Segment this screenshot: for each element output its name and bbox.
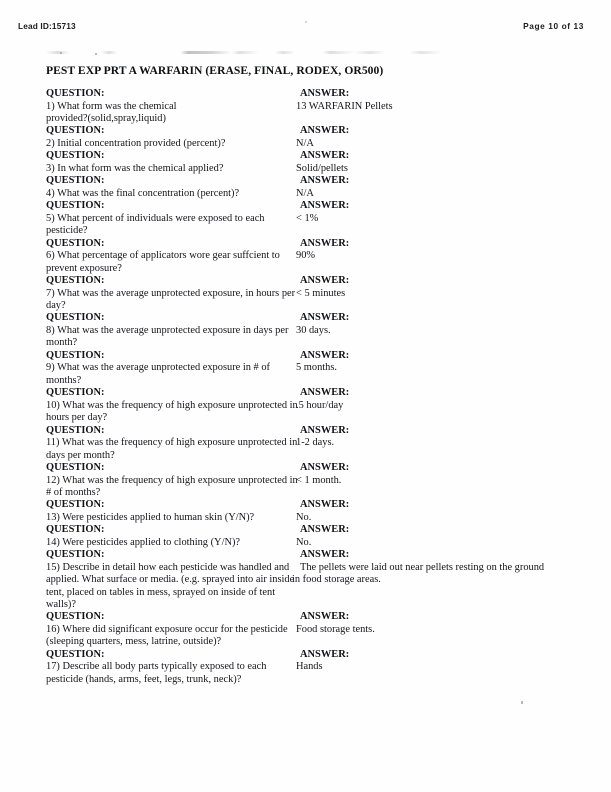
question-text-continued: hours per day? [46, 412, 108, 424]
question-answer-list [46, 88, 576, 686]
qa-text-line [46, 674, 576, 686]
qa-label-line [46, 524, 576, 537]
qa-text-line [46, 412, 576, 424]
qa-text-line [46, 574, 576, 586]
qa-text-line [46, 450, 576, 462]
qa-row [46, 549, 576, 611]
answer-label: ANSWER: [300, 499, 350, 511]
question-text: 17) Describe all body parts typically exposed to each [46, 661, 267, 673]
question-text: 14) Were pesticides applied to clothing (Y/N)? [46, 536, 241, 548]
qa-text-line [46, 624, 576, 636]
scan-speck [60, 52, 62, 54]
question-label: QUESTION: [46, 237, 105, 249]
answer-text: < 1 month. [296, 474, 342, 486]
qa-label-line [46, 175, 576, 188]
question-text: 5) What percent of individuals were exposed to each [46, 212, 265, 224]
qa-label-line [46, 312, 576, 325]
qa-label-line [46, 150, 576, 163]
qa-label-line [46, 425, 576, 438]
qa-row [46, 88, 576, 125]
qa-row [46, 350, 576, 387]
qa-label-line [46, 549, 576, 562]
qa-row [46, 425, 576, 462]
lead-id-text: Lead ID:15713 [18, 21, 76, 31]
question-label: QUESTION: [46, 524, 105, 536]
question-text: 16) Where did significant exposure occur for the pesticide [46, 624, 288, 636]
scan-speck [305, 21, 307, 23]
page-header [0, 21, 611, 37]
qa-text-line [46, 325, 576, 337]
question-label: QUESTION: [46, 424, 105, 436]
answer-label: ANSWER: [300, 349, 350, 361]
question-text-continued: walls)? [46, 599, 77, 611]
answer-text: N/A [296, 137, 314, 149]
question-label: QUESTION: [46, 150, 105, 162]
scan-speck [95, 53, 97, 55]
qa-label-line [46, 88, 576, 101]
qa-label-line [46, 387, 576, 400]
question-text-continued: provided?(solid,spray,liquid) [46, 112, 166, 124]
answer-label: ANSWER: [300, 312, 350, 324]
answer-text: < 1% [296, 212, 319, 224]
qa-text-line [46, 437, 576, 449]
qa-text-line [46, 512, 576, 524]
qa-text-line [46, 163, 576, 175]
question-text: 7) What was the average unprotected exposure, in hours per [46, 287, 296, 299]
qa-text-line [46, 599, 576, 611]
page-number-text: Page 10 of 13 [523, 21, 584, 31]
qa-text-line [46, 213, 576, 225]
qa-label-line [46, 462, 576, 475]
qa-row [46, 200, 576, 237]
answer-text: < 5 minutes [296, 287, 346, 299]
question-text: 8) What was the average unprotected exposure in days per [46, 325, 289, 337]
question-text: 12) What was the frequency of high exposure unprotected in [46, 474, 298, 486]
answer-text: Solid/pellets [296, 162, 348, 174]
question-label: QUESTION: [46, 387, 105, 399]
answer-text-continued: in food storage areas. [292, 574, 381, 586]
qa-text-line [46, 661, 576, 673]
question-text: 15) Describe in detail how each pesticide was handled and [46, 561, 290, 573]
answer-label: ANSWER: [300, 125, 350, 137]
qa-text-line [46, 101, 576, 113]
answer-text: 5 months. [296, 362, 337, 374]
qa-row [46, 649, 576, 686]
qa-row [46, 611, 576, 648]
qa-text-line [46, 113, 576, 125]
qa-row [46, 125, 576, 150]
qa-text-line [46, 288, 576, 300]
question-text-continued: # of months? [46, 486, 101, 498]
answer-label: ANSWER: [300, 524, 350, 536]
question-label: QUESTION: [46, 499, 105, 511]
question-text-continued: month? [46, 337, 78, 349]
answer-label: ANSWER: [300, 461, 350, 473]
answer-text: N/A [296, 187, 314, 199]
qa-text-line [46, 362, 576, 374]
answer-label: ANSWER: [300, 387, 350, 399]
answer-label: ANSWER: [300, 275, 350, 287]
qa-row [46, 387, 576, 424]
qa-label-line [46, 649, 576, 662]
answer-text: Hands [296, 661, 323, 673]
qa-text-line [46, 587, 576, 599]
answer-text: The pellets were laid out near pellets resting on the ground [300, 561, 545, 573]
qa-text-line [46, 263, 576, 275]
answer-label: ANSWER: [300, 611, 350, 623]
question-label: QUESTION: [46, 275, 105, 287]
qa-text-line [46, 487, 576, 499]
qa-text-line [46, 562, 576, 574]
scan-speck [521, 701, 523, 704]
qa-label-line [46, 350, 576, 363]
answer-label: ANSWER: [300, 88, 350, 99]
answer-label: ANSWER: [300, 150, 350, 162]
answer-text: 1-2 days. [296, 437, 335, 449]
qa-text-line [46, 225, 576, 237]
qa-text-line [46, 337, 576, 349]
qa-text-line [46, 400, 576, 412]
question-label: QUESTION: [46, 200, 105, 212]
qa-text-line [46, 300, 576, 312]
question-text-continued: pesticide (hands, arms, feet, legs, trunk, neck)? [46, 673, 242, 685]
question-label: QUESTION: [46, 461, 105, 473]
qa-text-line [46, 375, 576, 387]
answer-text: No. [296, 536, 312, 548]
qa-row [46, 462, 576, 499]
question-text: 3) In what form was the chemical applied? [46, 162, 224, 174]
qa-label-line [46, 200, 576, 213]
question-text-continued: months? [46, 374, 82, 386]
answer-label: ANSWER: [300, 175, 350, 187]
answer-text: 30 days. [296, 325, 331, 337]
answer-text: Food storage tents. [296, 624, 375, 636]
qa-text-line [46, 636, 576, 648]
qa-label-line [46, 611, 576, 624]
answer-label: ANSWER: [300, 424, 350, 436]
answer-label: ANSWER: [300, 648, 350, 660]
qa-label-line [46, 125, 576, 138]
document-title: PEST EXP PRT A WARFARIN (ERASE, FINAL, RODEX, OR500) [46, 64, 384, 77]
answer-label: ANSWER: [300, 237, 350, 249]
question-text: 10) What was the frequency of high exposure unprotected in [46, 399, 298, 411]
question-text: 4) What was the final concentration (percent)? [46, 187, 240, 199]
qa-row [46, 175, 576, 200]
answer-label: ANSWER: [300, 200, 350, 212]
answer-label: ANSWER: [300, 549, 350, 561]
qa-row [46, 275, 576, 312]
qa-row [46, 238, 576, 275]
question-text-continued: prevent exposure? [46, 262, 122, 274]
qa-label-line [46, 238, 576, 251]
question-label: QUESTION: [46, 175, 105, 187]
question-text-continued: applied. What surface or media. (e.g. sprayed into air inside [46, 574, 295, 586]
question-label: QUESTION: [46, 312, 105, 324]
question-text: 2) Initial concentration provided (percent)? [46, 137, 226, 149]
question-text: 13) Were pesticides applied to human skin (Y/N)? [46, 511, 255, 523]
question-label: QUESTION: [46, 648, 105, 660]
question-text-continued: tent, placed on tables in mess, sprayed on inside of tent [46, 586, 276, 598]
answer-text: 90% [296, 250, 316, 262]
question-label: QUESTION: [46, 125, 105, 137]
qa-text-line [46, 537, 576, 549]
question-label: QUESTION: [46, 349, 105, 361]
question-text: 1) What form was the chemical [46, 100, 177, 112]
qa-text-line [46, 138, 576, 150]
qa-label-line [46, 499, 576, 512]
question-text-continued: day? [46, 300, 66, 312]
answer-text: 13 WARFARIN Pellets [296, 100, 393, 112]
qa-text-line [46, 250, 576, 262]
question-text-continued: pesticide? [46, 225, 88, 237]
question-text: 9) What was the average unprotected exposure in # of [46, 362, 270, 374]
qa-row [46, 150, 576, 175]
qa-row [46, 524, 576, 549]
question-label: QUESTION: [46, 611, 105, 623]
question-label: QUESTION: [46, 88, 105, 99]
qa-text-line [46, 188, 576, 200]
qa-row [46, 312, 576, 349]
qa-text-line [46, 475, 576, 487]
answer-text: .5 hour/day [296, 399, 344, 411]
question-text: 11) What was the frequency of high exposure unprotected in [46, 437, 298, 449]
question-text-continued: (sleeping quarters, mess, latrine, outside)? [46, 636, 222, 648]
qa-label-line [46, 275, 576, 288]
question-label: QUESTION: [46, 549, 105, 561]
answer-text: No. [296, 511, 312, 523]
qa-row [46, 499, 576, 524]
scan-artifact-band [46, 51, 441, 54]
question-text: 6) What percentage of applicators wore gear suffcient to [46, 250, 280, 262]
question-text-continued: days per month? [46, 449, 115, 461]
